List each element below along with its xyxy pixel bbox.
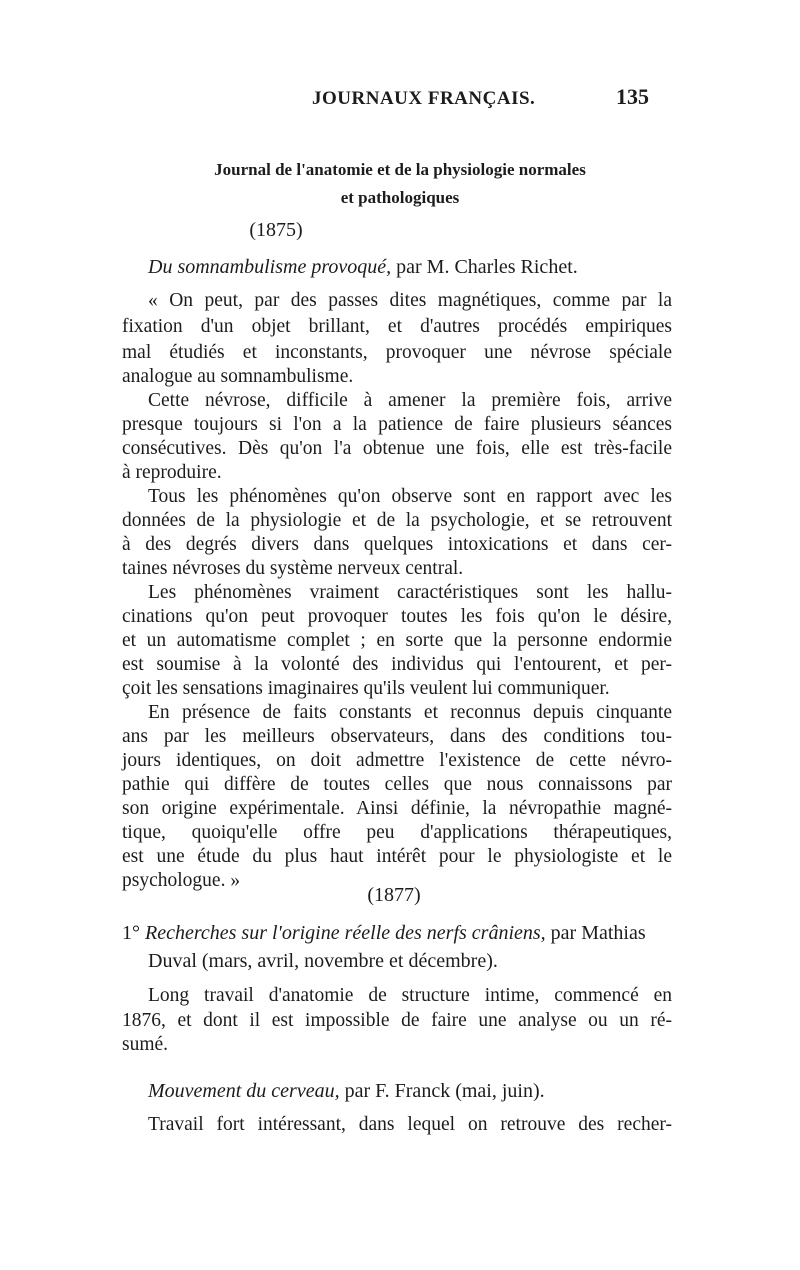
text-line: à des degrés divers dans quelques intoxications et dans cer- bbox=[122, 534, 672, 555]
text-line: Tous les phénomènes qu'on observe sont en rapport avec les bbox=[148, 486, 672, 507]
article-author: par F. Franck (mai, juin). bbox=[344, 1080, 545, 1102]
text-line: son origine expérimentale. Ainsi définie, la névropathie magné- bbox=[122, 798, 672, 819]
text-line: Long travail d'anatomie de structure intime, commencé en bbox=[148, 985, 672, 1006]
text-line: psychologue. » bbox=[122, 870, 241, 891]
text-line: En présence de faits constants et reconnus depuis cinquante bbox=[148, 702, 672, 723]
text-line: « On peut, par des passes dites magnétiques, comme par la bbox=[148, 290, 672, 311]
year-1877: (1877) bbox=[367, 884, 421, 906]
text-line: taines névroses du système nerveux central. bbox=[122, 558, 464, 579]
text-line: à reproduire. bbox=[122, 462, 222, 483]
text-line: données de la physiologie et de la psychologie, et se retrouvent bbox=[122, 510, 672, 531]
text-line: cinations qu'on peut provoquer toutes les fois qu'on le désire, bbox=[122, 606, 672, 627]
article-byline bbox=[122, 922, 646, 945]
text-line: Travail fort intéressant, dans lequel on retrouve des recher- bbox=[148, 1114, 672, 1135]
text-line: est une étude du plus haut intérêt pour le physiologiste et le bbox=[122, 846, 672, 867]
article-title: Recherches sur l'origine réelle des nerfs crâniens, bbox=[145, 922, 546, 944]
text-line: Cette névrose, difficile à amener la première fois, arrive bbox=[148, 390, 672, 411]
text-line: 1876, et dont il est impossible de faire une analyse ou un ré- bbox=[122, 1010, 672, 1031]
text-line: jours identiques, on doit admettre l'existence de cette névro- bbox=[122, 750, 672, 771]
article-title: Du somnambulisme provoqué, bbox=[148, 256, 392, 278]
page-number: 135 bbox=[616, 84, 649, 109]
text-line: çoit les sensations imaginaires qu'ils veulent lui communiquer. bbox=[122, 678, 610, 699]
year-1875: (1875) bbox=[249, 219, 303, 241]
article-title: Mouvement du cerveau, bbox=[148, 1080, 340, 1102]
text-line: Les phénomènes vraiment caractéristiques sont les hallu- bbox=[148, 582, 672, 603]
text-line: analogue au somnambulisme. bbox=[122, 366, 354, 387]
text-line: mal étudiés et inconstants, provoquer une névrose spéciale bbox=[122, 342, 672, 363]
text-line: fixation d'un objet brillant, et d'autres procédés empiriques bbox=[122, 316, 672, 337]
text-line: consécutives. Dès qu'on l'a obtenue une fois, elle est très-facile bbox=[122, 438, 672, 459]
text-line: est soumise à la volonté des individus qui l'entourent, et per- bbox=[122, 654, 672, 675]
text-line: ans par les meilleurs observateurs, dans des conditions tou- bbox=[122, 726, 672, 747]
text-line: sumé. bbox=[122, 1034, 169, 1055]
journal-title: Journal de l'anatomie et de la physiologie normales bbox=[214, 160, 586, 179]
article-byline bbox=[148, 1080, 545, 1103]
text-line: pathie qui diffère de toutes celles que nous connaissons par bbox=[122, 774, 672, 795]
article-author: par M. Charles Richet. bbox=[396, 256, 578, 278]
text-line: presque toujours si l'on a la patience de faire plusieurs séances bbox=[122, 414, 672, 435]
article-number: 1° bbox=[122, 922, 140, 944]
article-author: par Mathias bbox=[550, 922, 646, 944]
text-line: tique, quoiqu'elle offre peu d'applications thérapeutiques, bbox=[122, 822, 672, 843]
text-line: et un automatisme complet ; en sorte que la personne endormie bbox=[122, 630, 672, 651]
journal-title-cont: et pathologiques bbox=[340, 188, 460, 207]
article-byline bbox=[148, 256, 578, 279]
running-header: JOURNAUX FRANÇAIS. bbox=[312, 88, 536, 109]
article-byline-cont: Duval (mars, avril, novembre et décembre). bbox=[148, 950, 498, 972]
